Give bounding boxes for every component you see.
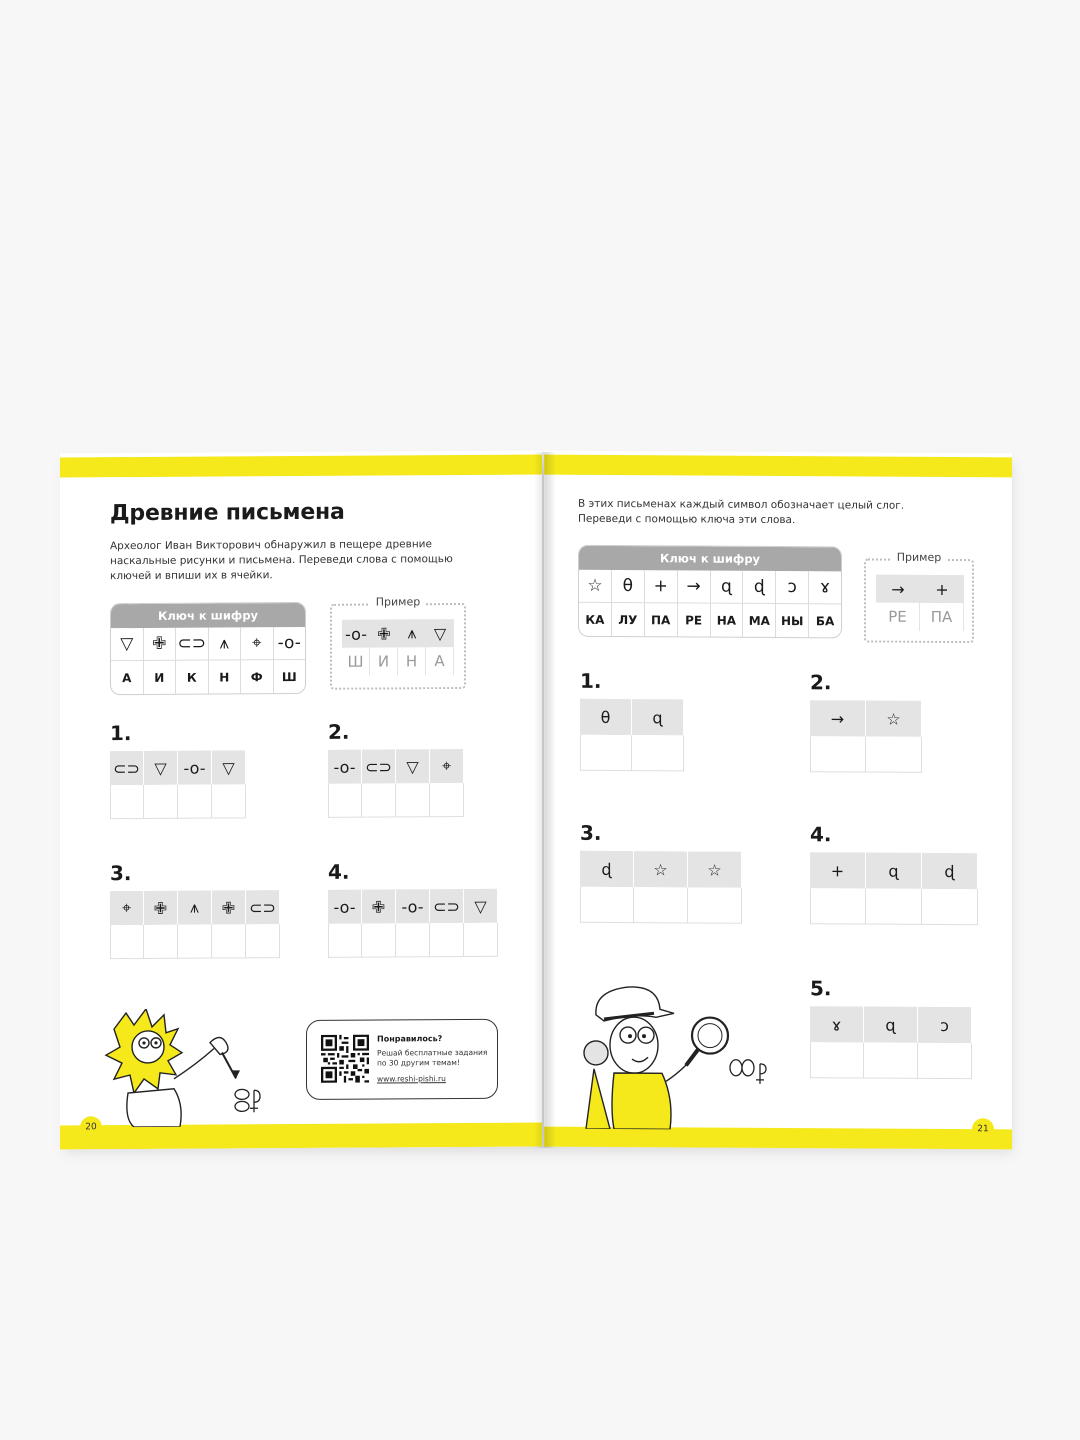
example-symbol: → bbox=[876, 575, 920, 603]
intro-line: ключей и впиши их в ячейки. bbox=[110, 569, 273, 583]
cipher-key-header: Ключ к шифру bbox=[579, 546, 841, 572]
answer-cell[interactable] bbox=[212, 784, 246, 818]
task-column bbox=[688, 851, 742, 923]
task-symbol: ☆ bbox=[634, 851, 688, 887]
example-box bbox=[864, 550, 974, 644]
task-column bbox=[810, 1006, 864, 1078]
task-symbol: + bbox=[810, 852, 866, 888]
answer-cell[interactable] bbox=[632, 735, 684, 771]
task-symbol: ▽ bbox=[144, 751, 178, 785]
cipher-key bbox=[110, 602, 306, 695]
task-symbol: ⊂⊃ bbox=[362, 749, 396, 783]
task-symbol: ɋ bbox=[864, 1007, 918, 1043]
example-answer: Н bbox=[398, 647, 426, 675]
example-answer: ПА bbox=[920, 603, 964, 631]
task-symbol: ɤ bbox=[810, 1006, 864, 1042]
task-symbol: ▽ bbox=[396, 749, 430, 783]
task-symbol: ⊂⊃ bbox=[246, 890, 280, 924]
task-grid bbox=[110, 750, 246, 819]
bottom-band bbox=[544, 1127, 1012, 1150]
promo-title: Понравилось? bbox=[377, 1034, 443, 1044]
cipher-key-symbols bbox=[111, 627, 305, 660]
task-number: 3. bbox=[110, 861, 132, 886]
explorer-illustration bbox=[574, 969, 774, 1130]
answer-cell[interactable] bbox=[362, 783, 396, 817]
example-answer: РЕ bbox=[876, 603, 920, 631]
cipher-symbol: ☆ bbox=[579, 570, 612, 602]
cipher-letter: А bbox=[111, 660, 144, 694]
answer-cell[interactable] bbox=[866, 737, 922, 773]
task-number: 2. bbox=[328, 719, 350, 744]
answer-cell[interactable] bbox=[110, 785, 144, 819]
example-grid bbox=[876, 575, 964, 632]
intro-text bbox=[110, 537, 490, 584]
promo-box bbox=[306, 1019, 498, 1100]
task-column bbox=[866, 853, 922, 925]
task-symbol: ☆ bbox=[688, 851, 742, 887]
task-column bbox=[464, 889, 498, 957]
task-5 bbox=[810, 976, 972, 1079]
task-symbol: ✙ bbox=[212, 890, 246, 924]
cipher-syllable: КА bbox=[579, 602, 612, 636]
answer-cell[interactable] bbox=[580, 735, 632, 771]
cipher-symbol: + bbox=[645, 570, 678, 602]
task-column bbox=[864, 1007, 918, 1079]
left-page bbox=[60, 451, 542, 1150]
task-column bbox=[396, 889, 430, 957]
task-symbol: ☆ bbox=[866, 701, 922, 737]
task-3 bbox=[580, 821, 742, 924]
answer-cell[interactable] bbox=[362, 923, 396, 957]
answer-cell[interactable] bbox=[110, 925, 144, 959]
example-symbol: ✙ bbox=[370, 619, 398, 647]
answer-cell[interactable] bbox=[810, 736, 866, 772]
cipher-letter: Ш bbox=[274, 659, 306, 693]
cipher-symbol: ⌖ bbox=[241, 627, 274, 659]
cipher-symbol: ɔ bbox=[776, 571, 809, 603]
task-symbol: ⩚ bbox=[178, 891, 212, 925]
example-symbol: + bbox=[920, 575, 964, 603]
task-4 bbox=[328, 859, 498, 958]
task-symbol: θ bbox=[580, 699, 632, 735]
cipher-key bbox=[578, 545, 842, 639]
cipher-symbol: ✙ bbox=[144, 628, 177, 660]
cipher-syllable: БА bbox=[809, 603, 841, 637]
intro-line: Переведи с помощью ключа эти слова. bbox=[578, 512, 796, 527]
answer-cell[interactable] bbox=[810, 888, 866, 924]
task-symbol: ▽ bbox=[212, 750, 246, 784]
example-answer: Ш bbox=[342, 648, 370, 676]
task-grid bbox=[580, 851, 742, 924]
task-grid bbox=[810, 1006, 972, 1079]
task-column bbox=[144, 891, 178, 959]
task-grid bbox=[328, 749, 464, 818]
example-answer: А bbox=[426, 647, 454, 675]
cipher-letter: И bbox=[144, 660, 177, 694]
answer-cell[interactable] bbox=[810, 1042, 864, 1078]
task-column bbox=[922, 853, 978, 925]
answer-cell[interactable] bbox=[396, 783, 430, 817]
intro-line: наскальные рисунки и письмена. Переведи слова с помощью bbox=[110, 553, 453, 568]
task-2 bbox=[810, 670, 922, 773]
cipher-symbol: θ bbox=[612, 570, 645, 602]
task-column bbox=[918, 1007, 972, 1079]
task-number: 3. bbox=[580, 820, 602, 845]
open-workbook bbox=[60, 452, 1012, 1152]
cipher-key-header: Ключ к шифру bbox=[111, 603, 305, 628]
answer-cell[interactable] bbox=[430, 923, 464, 957]
task-column bbox=[212, 750, 246, 818]
page-number: 21 bbox=[972, 1118, 994, 1140]
task-symbol: ⌖ bbox=[110, 891, 144, 925]
task-column bbox=[328, 750, 362, 818]
cipher-letter: Ф bbox=[241, 659, 274, 693]
cipher-symbol: ⩚ bbox=[209, 627, 242, 659]
task-column bbox=[178, 891, 212, 959]
cipher-symbol: ⊂⊃ bbox=[176, 628, 209, 660]
promo-text: Решай бесплатные задания по 30 другим темам! bbox=[377, 1047, 488, 1068]
task-symbol: ⊂⊃ bbox=[110, 751, 144, 785]
task-symbol: → bbox=[810, 700, 866, 736]
answer-cell[interactable] bbox=[144, 925, 178, 959]
cipher-syllable: ЛУ bbox=[612, 602, 645, 636]
task-column bbox=[110, 891, 144, 959]
answer-cell[interactable] bbox=[144, 785, 178, 819]
cipher-syllable: НА bbox=[711, 603, 744, 637]
answer-cell[interactable] bbox=[866, 889, 922, 925]
right-page bbox=[544, 451, 1012, 1150]
task-3 bbox=[110, 860, 280, 959]
cipher-symbol: ▽ bbox=[111, 628, 144, 660]
task-column bbox=[246, 890, 280, 958]
task-column bbox=[632, 699, 684, 771]
task-symbol: ✙ bbox=[144, 891, 178, 925]
cipher-letter: К bbox=[176, 660, 209, 694]
task-symbol: ɖ bbox=[922, 853, 978, 889]
cipher-symbol: ɋ bbox=[711, 571, 744, 603]
task-column bbox=[362, 889, 396, 957]
task-column bbox=[634, 851, 688, 923]
task-2 bbox=[328, 719, 464, 818]
task-column bbox=[328, 890, 362, 958]
example-label: Пример bbox=[891, 551, 947, 564]
task-number: 1. bbox=[580, 668, 602, 693]
task-column bbox=[178, 751, 212, 819]
book-gutter bbox=[534, 452, 556, 1148]
answer-cell[interactable] bbox=[430, 783, 464, 817]
task-column bbox=[144, 751, 178, 819]
answer-cell[interactable] bbox=[178, 925, 212, 959]
task-column bbox=[866, 701, 922, 773]
task-number: 5. bbox=[810, 976, 832, 1001]
answer-cell[interactable] bbox=[464, 923, 498, 957]
task-column bbox=[430, 749, 464, 817]
example-box bbox=[330, 595, 466, 690]
cipher-key-syllables bbox=[579, 602, 841, 638]
promo-link[interactable]: www.reshi-pishi.ru bbox=[377, 1074, 446, 1084]
cipher-syllable: ПА bbox=[645, 602, 678, 636]
answer-cell[interactable] bbox=[328, 784, 362, 818]
cipher-symbol: -o- bbox=[277, 633, 301, 654]
intro-line: Археолог Иван Викторович обнаружил в пещере древние bbox=[110, 538, 432, 553]
answer-cell[interactable] bbox=[918, 1043, 972, 1079]
example-symbol: ▽ bbox=[426, 619, 454, 647]
intro-text bbox=[578, 497, 958, 529]
task-column bbox=[110, 751, 144, 819]
task-symbol: -o- bbox=[178, 751, 212, 785]
intro-line: В этих письменах каждый символ обозначает целый слог. bbox=[578, 497, 905, 512]
task-grid bbox=[580, 699, 684, 772]
answer-cell[interactable] bbox=[246, 924, 280, 958]
task-symbol: ɔ bbox=[918, 1007, 972, 1043]
task-symbol: ✙ bbox=[362, 889, 396, 923]
qr-code[interactable] bbox=[321, 1035, 369, 1083]
cipher-syllable: РЕ bbox=[678, 602, 711, 636]
example-label: Пример bbox=[370, 595, 426, 608]
task-symbol: -o- bbox=[328, 750, 362, 784]
task-column bbox=[362, 749, 396, 817]
page-number: 20 bbox=[80, 1116, 102, 1138]
answer-cell[interactable] bbox=[212, 924, 246, 958]
task-symbol: ⌖ bbox=[430, 749, 464, 783]
task-1 bbox=[110, 720, 246, 819]
page-title: Древние письмена bbox=[110, 499, 345, 527]
task-column bbox=[810, 852, 866, 924]
task-number: 4. bbox=[328, 859, 350, 884]
answer-cell[interactable] bbox=[178, 785, 212, 819]
task-column bbox=[212, 890, 246, 958]
task-symbol: ɖ bbox=[580, 851, 634, 887]
answer-cell[interactable] bbox=[634, 887, 688, 923]
caveman-illustration bbox=[104, 1008, 304, 1127]
task-number: 2. bbox=[810, 670, 832, 695]
task-column bbox=[396, 749, 430, 817]
task-grid bbox=[328, 889, 498, 958]
answer-cell[interactable] bbox=[688, 887, 742, 923]
cipher-syllable: МА bbox=[743, 603, 776, 637]
task-number: 4. bbox=[810, 822, 832, 847]
cipher-symbol: ɖ bbox=[743, 571, 776, 603]
task-grid bbox=[810, 852, 978, 925]
cipher-symbol: → bbox=[678, 570, 711, 602]
cipher-syllable: НЫ bbox=[776, 603, 809, 637]
task-4 bbox=[810, 822, 978, 925]
answer-cell[interactable] bbox=[396, 923, 430, 957]
task-symbol: ⊂⊃ bbox=[430, 889, 464, 923]
answer-cell[interactable] bbox=[922, 889, 978, 925]
top-band bbox=[60, 455, 542, 478]
cipher-letter: Н bbox=[209, 659, 242, 693]
answer-cell[interactable] bbox=[328, 924, 362, 958]
task-column bbox=[430, 889, 464, 957]
task-grid bbox=[810, 700, 922, 773]
task-column bbox=[580, 699, 632, 771]
example-answer: И bbox=[370, 647, 398, 675]
task-symbol: ɋ bbox=[632, 699, 684, 735]
example-symbol: ⩚ bbox=[398, 619, 426, 647]
cipher-symbol: ɤ bbox=[819, 577, 831, 598]
task-1 bbox=[580, 669, 684, 772]
task-symbol: ▽ bbox=[464, 889, 498, 923]
cipher-key-symbols bbox=[579, 570, 841, 604]
task-column bbox=[580, 851, 634, 923]
answer-cell[interactable] bbox=[580, 887, 634, 923]
task-number: 1. bbox=[110, 721, 132, 746]
task-column bbox=[810, 700, 866, 772]
task-symbol: ɋ bbox=[866, 853, 922, 889]
cipher-key-letters bbox=[111, 659, 305, 694]
task-symbol: -o- bbox=[328, 890, 362, 924]
answer-cell[interactable] bbox=[864, 1043, 918, 1079]
task-symbol: -o- bbox=[396, 889, 430, 923]
top-band bbox=[544, 455, 1012, 478]
task-grid bbox=[110, 890, 280, 959]
example-grid bbox=[342, 619, 454, 676]
example-symbol: -o- bbox=[342, 620, 370, 648]
